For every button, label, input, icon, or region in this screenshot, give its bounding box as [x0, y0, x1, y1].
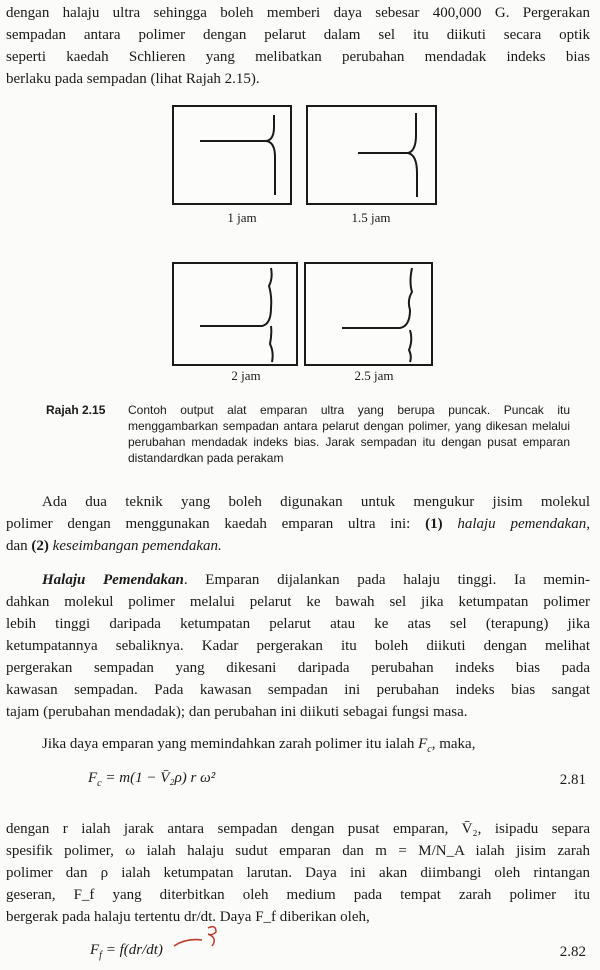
text-line: polimer dengan menggunakan kaedah emparan ultra ini: (1) halaju pemendakan,	[6, 516, 590, 532]
equation-2-82	[90, 942, 163, 961]
figure-panel-2jam	[172, 262, 298, 366]
text-line: seperti kaedah Schlieren yang melibatkan perubahan mendadak indeks bias	[6, 49, 590, 65]
equation-number-2-81: 2.81	[559, 772, 586, 788]
text-line: bergerak pada halaju tertentu dr/dt. Daya F_f diberikan oleh,	[6, 909, 370, 925]
text-line: ketumpatannya sebaliknya. Kadar pergerakan itu boleh diikuti dengan melihat	[6, 638, 590, 654]
halaju-paragraph	[6, 569, 590, 723]
panel-label-2jam: 2 jam	[231, 368, 261, 383]
text-line	[6, 491, 590, 513]
trace-curve-1-5jam	[308, 107, 435, 203]
trace-curve-2-5jam	[306, 264, 431, 364]
term-italic: halaju pemendakan	[457, 516, 587, 532]
text-line: spesifik polimer, ω ialah halaju sudut emparan dan m = M/N_A ialah jisim zarah	[6, 843, 590, 859]
intro-paragraph	[6, 2, 590, 90]
figure-panel-1jam	[172, 105, 292, 205]
text-span: , maka,	[431, 736, 476, 752]
text-line: lebih tinggi daripada ketumpatan pelarut atau ke atas sel (terapung) jika	[6, 616, 590, 632]
text-line: sempadan antara polimer dengan pelarut dalam sel itu diikuti secara optik	[6, 27, 590, 43]
text-line: dengan r ialah jarak antara sempadan dengan pusat emparan, V̄₂, isipadu separa	[6, 821, 590, 837]
math-subscript: c	[427, 744, 432, 755]
text-line: polimer dan ρ ialah ketumpatan larutan. Daya ini akan diimbangi oleh rintangan	[6, 865, 590, 881]
math-subscript: f	[99, 950, 102, 961]
text-line: dengan halaju ultra sehingga boleh memberi daya sebesar 400,000 G. Pergerakan	[6, 5, 590, 21]
text-span: Ada dua teknik yang boleh digunakan untuk mengukur jisim molekul	[42, 494, 590, 510]
text-span: . Emparan dijalankan pada halaju tinggi. Ia memin-	[183, 572, 590, 588]
figure-panel-2-5jam	[304, 262, 433, 366]
text-line: dahkan molekul polimer melalui pelarut ke bawah sel jika ketumpatan polimer	[6, 594, 590, 610]
techniques-paragraph	[6, 491, 590, 557]
panel-label-2-5jam: 2.5 jam	[354, 368, 394, 383]
panel-label-1-5jam: 1.5 jam	[351, 210, 391, 225]
text-line: kawasan sempadan. Pada kawasan sempadan ini perubahan indeks bias sangat	[6, 682, 590, 698]
section-heading: Halaju Pemendakan	[42, 572, 184, 588]
text-span: Jika daya emparan yang memindahkan zarah polimer itu ialah	[42, 736, 415, 752]
item-number: (2)	[31, 538, 49, 554]
definitions-paragraph	[6, 818, 590, 928]
equation-2-81	[88, 770, 215, 789]
equation-number-2-82: 2.82	[559, 944, 586, 960]
term-italic: keseimbangan pemendakan.	[52, 538, 222, 554]
text-line	[6, 733, 590, 761]
text-line: pergerakan sempadan yang dikesani daripada perubahan indeks bias pada	[6, 660, 590, 676]
equation-body: = f(dr/dt)	[101, 942, 163, 958]
text-line: geseran, F_f yang diterbitkan oleh medium pada tempat zarah polimer itu	[6, 887, 590, 903]
text-span: dan	[6, 538, 28, 554]
force-intro	[6, 733, 590, 761]
figure-caption	[46, 402, 570, 466]
item-number: (1)	[425, 516, 443, 532]
math-symbol: F	[90, 942, 100, 958]
text-line: tajam (perubahan mendadak); dan perubahan ini diikuti sebagai fungsi masa.	[6, 704, 468, 720]
figure-panel-1-5jam	[306, 105, 437, 205]
caption-text: Contoh output alat emparan ultra yang berupa puncak. Puncak itu menggambarkan sempadan antara pelarut dengan polimer, yang dikesan melalui perubahan mendadak indeks bias. Jarak sempadan itu dengan pusat emparan distandardkan pada perakam	[128, 403, 570, 465]
trace-curve-1jam	[174, 107, 290, 203]
math-symbol: F	[418, 736, 428, 752]
caption-tag: Rajah 2.15	[46, 403, 106, 417]
handwritten-annotation	[172, 922, 222, 952]
trace-curve-2jam	[174, 264, 296, 364]
panel-label-1jam: 1 jam	[227, 210, 257, 225]
math-subscript: c	[97, 778, 102, 789]
equation-body: = m(1 − V̄₂ρ) r ω²	[101, 770, 216, 786]
math-symbol: F	[88, 770, 98, 786]
text-line	[6, 569, 590, 591]
text-line: berlaku pada sempadan (lihat Rajah 2.15).	[6, 71, 260, 87]
text-span: polimer dengan menggunakan kaedah emparan ultra ini:	[6, 516, 411, 532]
text-line	[6, 535, 590, 557]
